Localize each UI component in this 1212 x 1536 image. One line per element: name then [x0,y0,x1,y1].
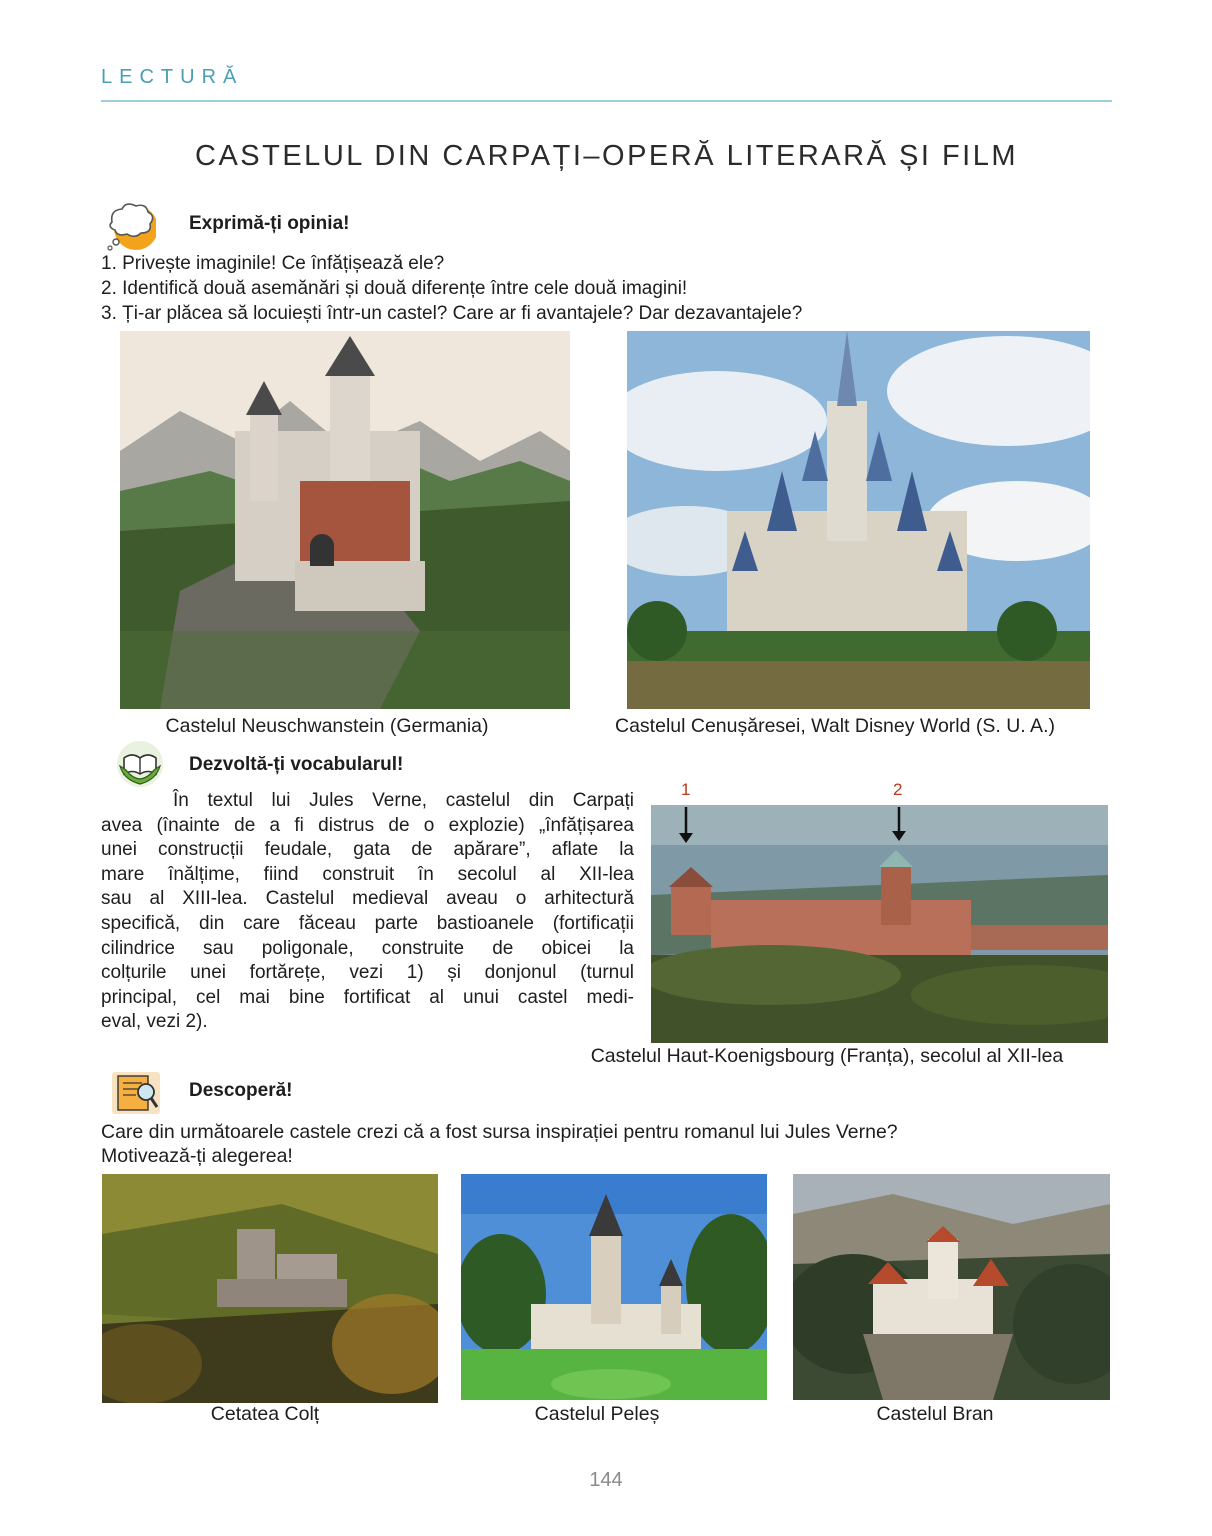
opinion-question: 2. Identifică două asemănări și două diferențe între cele două imagini! [101,278,688,299]
thought-bubble-icon [102,200,156,252]
cetatea-colt-photo [102,1174,438,1403]
marker-arrow-2 [889,806,909,842]
vocabulary-line: avea (înainte de a fi distrus de o explozie) „înfățișarea [101,814,634,836]
vocabulary-line: specifică, din care făceau parte bastioanele (fortificații [101,912,634,934]
photo-caption: Cetatea Colț [210,1403,320,1425]
discover-question: Care din următoarele castele crezi că a fost sursa inspirației pentru romanul lui Jules Verne? [101,1121,898,1143]
vocabulary-heading: Dezvoltă-ți vocabularul! [189,754,404,775]
haut-koenigsbourg-photo [651,805,1108,1043]
castelul-peles-photo [461,1174,767,1400]
vocabulary-line: cilindrice sau poligonale, construite de obicei la [101,937,634,959]
marker-number-1: 1 [681,780,691,799]
castelul-bran-photo [793,1174,1110,1400]
vocabulary-line: În textul lui Jules Verne, castelul din Carpați [173,790,634,811]
photo-caption: Castelul Bran [876,1403,994,1425]
page-title: CASTELUL DIN CARPAȚI–OPERĂ LITERARĂ ȘI FILM [195,140,1018,172]
opinion-question: 1. Privește imaginile! Ce înfățișează ele? [101,253,445,274]
header-rule [101,100,1112,102]
vocabulary-line: mare înălțime, fiind construit în secolul al XII-lea [101,863,634,885]
page-number: 144 [589,1469,623,1491]
photo-caption: Castelul Cenușăresei, Walt Disney World (S. U. A.) [615,715,1055,737]
discover-heading: Descoperă! [189,1080,293,1101]
section-label: LECTURĂ [101,66,244,88]
marker-arrow-1 [676,806,696,844]
opinion-heading: Exprimă-ți opinia! [189,213,350,234]
neuschwanstein-photo [120,331,570,709]
book-hands-icon [116,740,164,788]
photo-caption: Castelul Haut-Koenigsbourg (Franța), secolul al XII-lea [590,1045,1064,1067]
photo-caption: Castelul Neuschwanstein (Germania) [165,715,489,737]
vocabulary-line: eval, vezi 2). [101,1011,208,1033]
vocabulary-line: sau al XIII-lea. Castelul medieval aveau o arhitectură [101,888,634,910]
cinderella-castle-photo [627,331,1090,709]
vocabulary-line: unei construcții feudale, gata de apărare”, aflate la [101,839,634,861]
vocabulary-line: colțurile unei fortărețe, vezi 1) și donjonul (turnul [101,962,634,984]
opinion-question: 3. Ți-ar plăcea să locuiești într-un castel? Care ar fi avantajele? Dar dezavantajele? [101,303,803,324]
photo-caption: Castelul Peleș [534,1403,660,1425]
book-magnifier-icon [110,1070,162,1116]
marker-number-2: 2 [893,780,903,799]
discover-question: Motivează-ți alegerea! [101,1145,293,1167]
vocabulary-paragraph [101,789,634,1035]
vocabulary-line: principal, cel mai bine fortificat al unui castel medi- [101,986,634,1008]
